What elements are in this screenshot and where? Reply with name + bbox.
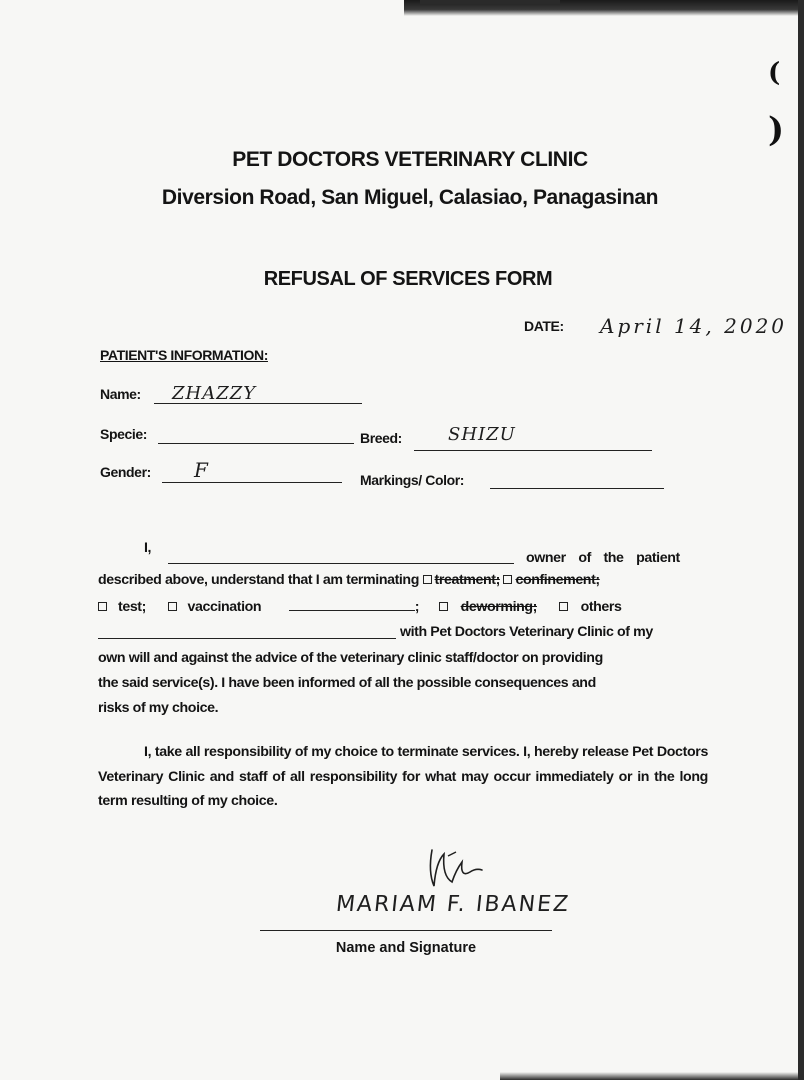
breed-value: SHIZU [448,424,516,445]
specie-label: Specie: [100,426,147,442]
breed-field[interactable] [414,450,652,451]
date-label: DATE: [524,318,564,334]
others-option: others [580,599,622,615]
confinement-checkbox[interactable] [503,575,512,584]
test-option: test; [118,599,146,615]
gender-label: Gender: [100,464,151,480]
clinic-address: Diversion Road, San Miguel, Calasiao, Panagasinan [161,186,659,209]
owner-i: I, [144,540,152,556]
vaccination-checkbox[interactable] [168,602,177,611]
signature-line[interactable] [260,930,552,931]
markings-label: Markings/ Color: [360,472,465,488]
patient-info-heading: PATIENT'S INFORMATION: [100,347,268,363]
options-row: test; vaccination ; deworming; others [98,598,622,615]
clinic-name: PET DOCTORS VETERINARY CLINIC [232,148,588,171]
vaccination-field[interactable] [289,598,415,611]
with-clinic-text: with Pet Doctors Veterinary Clinic of my [400,624,653,640]
treatment-checkbox[interactable] [423,575,432,584]
p1-line5: own will and against the advice of the veterinary clinic staff/doctor on providing [98,650,603,666]
gender-field[interactable] [162,482,342,483]
deworming-checkbox[interactable] [439,602,448,611]
owner-name-field[interactable] [168,563,514,564]
treatment-option: treatment; [434,572,500,588]
test-checkbox[interactable] [98,602,107,611]
punch-mark-bottom: ) [768,110,785,150]
confinement-option: confinement; [515,572,600,588]
p1-line7: risks of my choice. [98,700,219,716]
specie-field[interactable] [158,443,354,444]
others-checkbox[interactable] [559,602,568,611]
terminating-sentence [98,572,600,588]
others-field[interactable] [98,638,396,639]
punch-mark-top: ( [768,58,781,88]
p1-line6: the said service(s). I have been informed of all the possible consequences and [98,675,596,691]
gender-value: F [194,458,209,482]
form-title: REFUSAL OF SERVICES FORM [263,268,553,290]
owner-of-patient: owner of the patient [526,550,680,566]
date-value[interactable]: April 14, 2020 [600,314,788,338]
name-value: ZHAZZY [172,383,257,404]
name-label: Name: [100,386,141,402]
scan-edge-top-left [420,0,560,4]
release-paragraph: I, take all responsibility of my choice to terminate services. I, hereby release Pet Doctors Veterinary Clinic and staff of all responsibility for what may occur immediately or in the long term resulting of my choice. [98,744,708,809]
markings-field[interactable] [490,488,664,489]
terminating-text: described above, understand that I am terminating [98,572,419,588]
breed-label: Breed: [360,430,402,446]
signer-name: MARIAM F. IBANEZ [334,892,572,917]
signature-label: Name and Signature [335,940,477,956]
deworming-option: deworming; [460,599,538,615]
vaccination-option: vaccination [187,599,262,615]
scan-edge-bottom [500,1072,804,1080]
